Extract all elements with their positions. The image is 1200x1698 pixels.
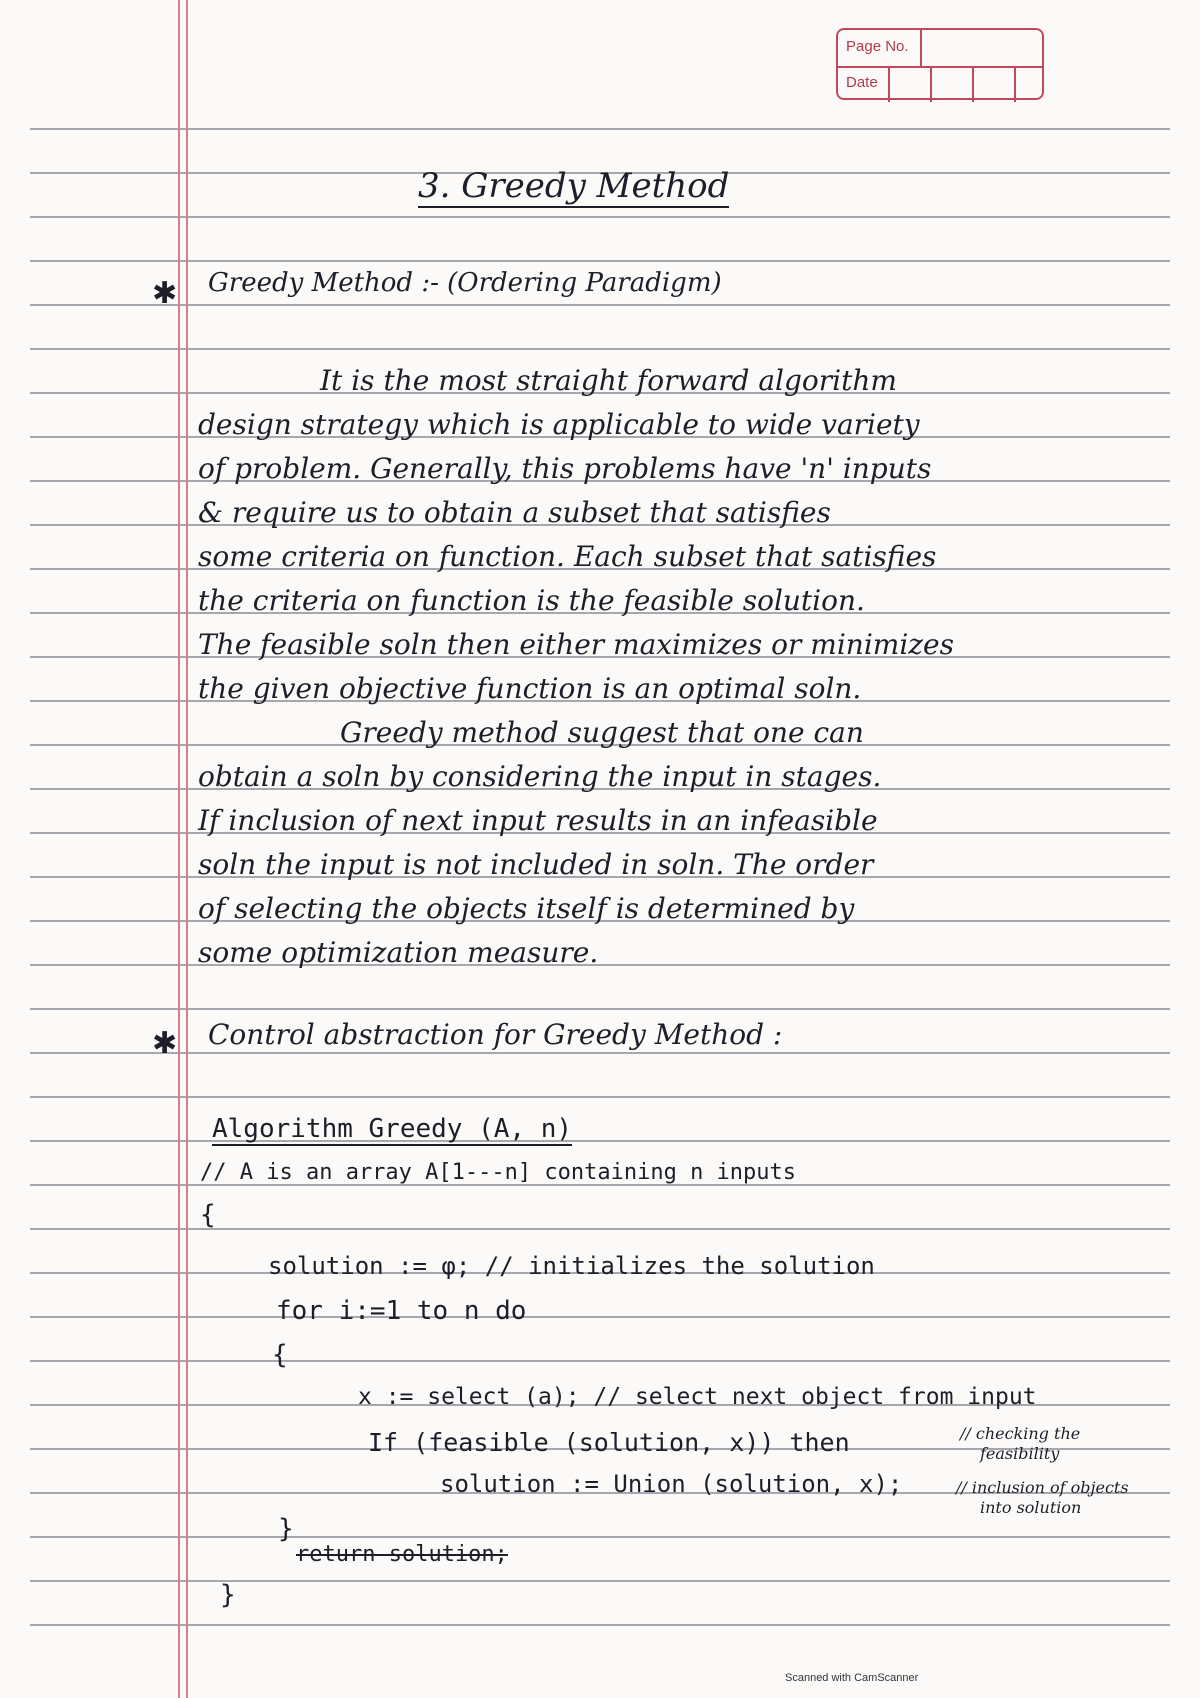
code-line: // A is an array A[1---n] containing n inputs <box>200 1160 797 1185</box>
ruled-line <box>30 1008 1170 1010</box>
ruled-line <box>30 1580 1170 1582</box>
margin-line-right <box>186 0 188 1698</box>
page-date-box <box>836 28 1044 100</box>
ruled-line <box>30 304 1170 306</box>
body-line: of problem. Generally, this problems have 'n' inputs <box>198 452 932 485</box>
ruled-line <box>30 1316 1170 1318</box>
margin-comment: // inclusion of objects <box>956 1478 1129 1497</box>
code-line: return solution; <box>296 1542 508 1567</box>
bullet-star-icon: ✱ <box>152 276 178 311</box>
code-line: } <box>278 1514 294 1544</box>
ruled-line <box>30 1624 1170 1626</box>
section-heading: Greedy Method :- (Ordering Paradigm) <box>208 268 722 298</box>
body-line: the given objective function is an optimal soln. <box>198 672 862 705</box>
ruled-line <box>30 1052 1170 1054</box>
code-line: solution := φ; // initializes the solution <box>268 1252 875 1280</box>
code-line: solution := Union (solution, x); <box>440 1470 903 1498</box>
code-line: Algorithm Greedy (A, n) <box>212 1114 573 1144</box>
body-line: obtain a soln by considering the input in stages. <box>198 760 882 793</box>
body-line: the criteria on function is the feasible solution. <box>198 584 865 617</box>
date-label: Date <box>846 74 878 91</box>
code-line: { <box>200 1200 216 1230</box>
margin-line-left <box>178 0 180 1698</box>
margin-comment: feasibility <box>980 1444 1060 1463</box>
page-title: 3. Greedy Method <box>418 166 730 206</box>
bullet-star-icon: ✱ <box>152 1026 178 1061</box>
ruled-line <box>30 1096 1170 1098</box>
code-line: } <box>220 1580 236 1610</box>
margin-comment: into solution <box>980 1498 1082 1517</box>
ruled-line <box>30 128 1170 130</box>
body-line: Greedy method suggest that one can <box>340 716 864 749</box>
code-line: for i:=1 to n do <box>276 1296 527 1326</box>
body-line: soln the input is not included in soln. The order <box>198 848 874 881</box>
scanner-watermark: Scanned with CamScanner <box>785 1672 919 1684</box>
margin-comment: // checking the <box>960 1424 1081 1443</box>
ruled-line <box>30 216 1170 218</box>
code-line: If (feasible (solution, x)) then <box>368 1428 850 1457</box>
body-line: design strategy which is applicable to wide variety <box>198 408 920 441</box>
body-line: & require us to obtain a subset that satisfies <box>198 496 831 529</box>
section-heading: Control abstraction for Greedy Method : <box>208 1018 783 1051</box>
ruled-line <box>30 260 1170 262</box>
ruled-line <box>30 1140 1170 1142</box>
ruled-line <box>30 348 1170 350</box>
body-line: some criteria on function. Each subset that satisfies <box>198 540 937 573</box>
ruled-line <box>30 1536 1170 1538</box>
page-no-label: Page No. <box>846 38 909 55</box>
body-line: some optimization measure. <box>198 936 599 969</box>
body-line: of selecting the objects itself is determined by <box>198 892 855 925</box>
body-line: It is the most straight forward algorithm <box>320 364 897 397</box>
body-line: The feasible soln then either maximizes or minimizes <box>198 628 954 661</box>
code-line: x := select (a); // select next object from input <box>358 1384 1037 1410</box>
body-line: If inclusion of next input results in an infeasible <box>198 804 878 837</box>
ruled-line <box>30 1360 1170 1362</box>
code-line: { <box>272 1340 288 1370</box>
